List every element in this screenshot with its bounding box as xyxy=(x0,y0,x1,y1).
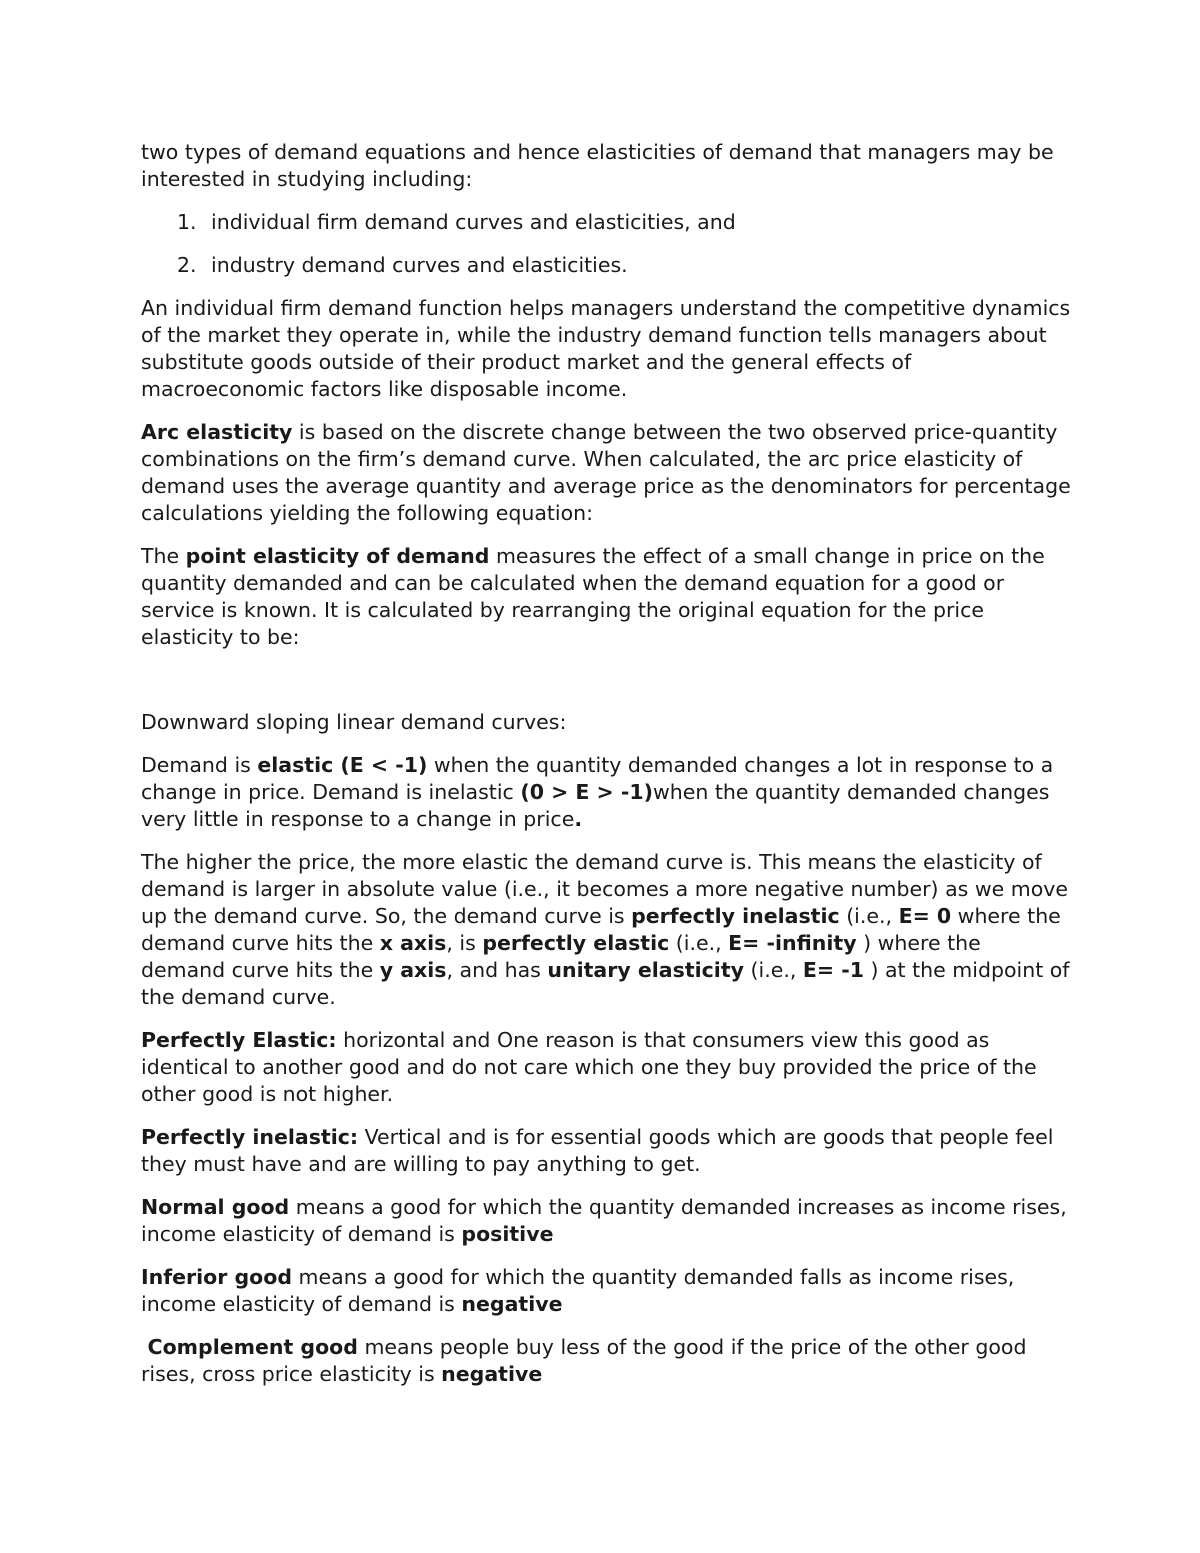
downward-sloping-heading: Downward sloping linear demand curves: xyxy=(141,710,567,734)
equation-gap xyxy=(141,667,1071,709)
arc-elasticity-paragraph: Arc elasticity is based on the discrete change between the two observed price-quantity combinations on the firm’s demand curve. When calculated, the arc price elasticity of demand uses the average quantity and average price as the denominators for percentage calculations yielding the following equation: xyxy=(141,420,1071,525)
list-number: 2. xyxy=(177,253,197,277)
list-item xyxy=(141,209,1071,236)
point-elasticity-term: point elasticity of demand xyxy=(185,544,490,568)
arc-elasticity-term: Arc elasticity xyxy=(141,420,293,444)
perfectly-elastic-term: Perfectly Elastic: xyxy=(141,1028,337,1052)
perfectly-elastic-paragraph: Perfectly Elastic: horizontal and One reason is that consumers view this good as identical to another good and do not care which one they buy provided the price of the other good is not higher. xyxy=(141,1028,1037,1106)
point-elasticity-paragraph: The point elasticity of demand measures the effect of a small change in price on the quantity demanded and can be calculated when the demand equation for a good or service is known. It is calculated by rearranging the original equation for the price elasticity to be: xyxy=(141,544,1045,649)
inferior-good-paragraph: Inferior good means a good for which the quantity demanded falls as income rises, income elasticity of demand is negative xyxy=(141,1265,1015,1316)
complement-good-term: Complement good xyxy=(147,1335,358,1359)
list-item-text: individual firm demand curves and elasticities, and xyxy=(211,210,736,234)
intro-paragraph: two types of demand equations and hence elasticities of demand that managers may be interested in studying including: xyxy=(141,140,1054,191)
elastic-paragraph: Demand is elastic (E < -1) when the quantity demanded changes a lot in response to a change in price. Demand is inelastic (0 > E > -1)when the quantity demanded changes very little in response to a change in price. xyxy=(141,753,1054,831)
demand-types-list xyxy=(141,209,1071,279)
normal-good-term: Normal good xyxy=(141,1195,290,1219)
list-number: 1. xyxy=(177,210,197,234)
inferior-good-term: Inferior good xyxy=(141,1265,293,1289)
complement-good-paragraph: Complement good means people buy less of the good if the price of the other good rises, cross price elasticity is negative xyxy=(141,1335,1027,1386)
individual-firm-paragraph: An individual firm demand function helps managers understand the competitive dynamics of the market they operate in, while the industry demand function tells managers about substitute goods outside of their product market and the general effects of macroeconomic factors like disposable income. xyxy=(141,296,1071,401)
perfectly-inelastic-term: Perfectly inelastic: xyxy=(141,1125,359,1149)
document-page xyxy=(141,139,1071,1404)
inelastic-range: (0 > E > -1) xyxy=(520,780,654,804)
list-item xyxy=(141,252,1071,279)
perfectly-inelastic-paragraph: Perfectly inelastic: Vertical and is for essential goods which are goods that people feel they must have and are willing to pay anything to get. xyxy=(141,1125,1054,1176)
normal-good-paragraph: Normal good means a good for which the quantity demanded increases as income rises, income elasticity of demand is positive xyxy=(141,1195,1067,1246)
higher-price-paragraph: The higher the price, the more elastic the demand curve is. This means the elasticity of demand is larger in absolute value (i.e., it becomes a more negative number) as we move up the demand curve. So, the demand curve is perfectly inelastic (i.e., E= 0 where the demand curve hits the x axis, is perfectly elastic (i.e., E= -infinity ) where the demand curve hits the y axis, and has unitary elasticity (i.e., E= -1 ) at the midpoint of the demand curve. xyxy=(141,850,1070,1009)
elastic-term: elastic (E < -1) xyxy=(257,753,428,777)
list-item-text: industry demand curves and elasticities. xyxy=(211,253,628,277)
